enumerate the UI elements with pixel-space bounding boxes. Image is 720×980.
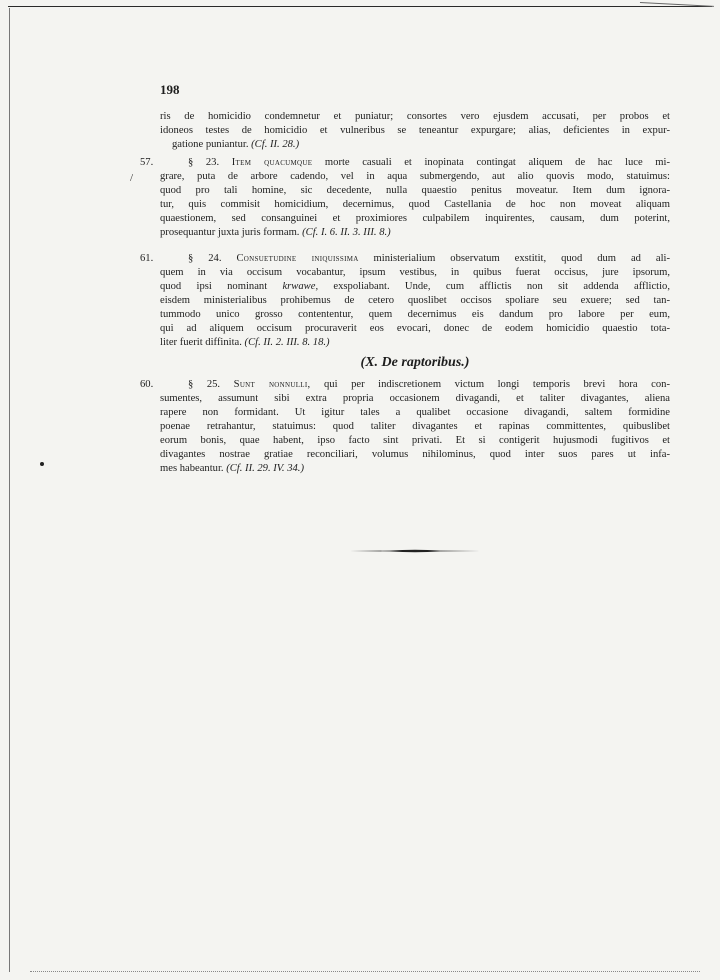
text-line: mes habeantur. (Cf. II. 29. IV. 34.) xyxy=(160,463,304,474)
margin-number: 61. xyxy=(140,253,154,264)
cross-reference: (Cf. II. 2. III. 8. 18.) xyxy=(244,337,330,348)
text-line: quaestionem, sed consanguinei et proximiores culpabilem inquirentes, causam, dum poterint, xyxy=(160,213,670,224)
text-line: eisdem ministerialibus prohibemus de cetero quoslibet occisos spoliare seu exuere; sed tan- xyxy=(160,295,670,306)
text-line: prosequantur juxta juris formam. (Cf. I. 6. II. 3. III. 8.) xyxy=(160,227,391,238)
text-line: quod pro tali homine, sic decedente, nulla quaestio penitus moveatur. Item dum ignora- xyxy=(160,185,670,196)
text-line: eorum bonis, quae habent, ipso facto sint privati. Et si contigerit hujusmodi fugitivos et xyxy=(160,435,670,446)
cross-reference: (Cf. I. 6. II. 3. III. 8.) xyxy=(302,227,391,238)
text-line: rapere non formidant. Ut igitur tales a qualibet occasione divagandi, saltem formidine xyxy=(160,407,670,418)
section-sign: § 24. xyxy=(188,253,222,264)
top-border-rule xyxy=(8,6,712,7)
section-sign: § 23. xyxy=(188,157,220,168)
left-border-rule xyxy=(9,8,10,972)
section-heading: (X. De raptoribus.) xyxy=(360,355,470,370)
text-line: § 25. Sunt nonnulli, qui per indiscretionem victum longi temporis brevi hora con- xyxy=(188,379,670,390)
margin-number: 57. xyxy=(140,157,154,168)
text-line: liter fuerit diffinita. (Cf. II. 2. III. 8. 18.) xyxy=(160,337,330,348)
text-line: qui ad aliquem occisum procuraverit eos evocari, donec de eodem homicidio quaestio tota- xyxy=(160,323,670,334)
text-line: § 24. Consuetudine iniquissima ministerialium observatum exstitit, quod dum ad ali- xyxy=(188,253,671,264)
text-line: grare, puta de arbore cadendo, vel in aqua submergendo, aut alio quovis modo, statuimus: xyxy=(160,171,670,182)
cross-reference: (Cf. II. 28.) xyxy=(251,139,300,150)
text-line: quem in via occisum vocabantur, ipsum vestibus, in quibus fuerat occisus, jure ipsorum, xyxy=(160,267,670,278)
text-line: idoneos testes de homicidio et vulneribus se teneantur expurgare; alias, deficientes in expur- xyxy=(160,125,670,136)
margin-number: 60. xyxy=(140,379,154,390)
text-line: quod ipsi nominant krwawe, exspoliabant. Unde, cum afflictis non sit addenda afflictio, xyxy=(160,281,671,292)
incipit: Consuetudine iniquissima xyxy=(236,253,359,264)
text-line: divagantes nostrae gratiae reconciliari, volumus nihilominus, quod inter suos pares ut infa- xyxy=(160,449,670,460)
text-line: gatione puniantur. (Cf. II. 28.) xyxy=(172,139,300,150)
section-sign: § 25. xyxy=(188,379,221,390)
text-line: ris de homicidio condemnetur et puniatur; consortes vero ejusdem accusati, per probos et xyxy=(160,111,670,122)
text-line: sumentes, assumunt sibi extra propria occasionem divagandi, et taliter divagantes, aliena xyxy=(160,393,670,404)
vernacular-term: krwawe, xyxy=(282,281,319,292)
text-line: tur, quis commisit homicidium, decernimus, quod Castellania de hoc non moveat aliquam xyxy=(160,199,670,210)
page-number: 198 xyxy=(160,82,180,97)
incipit: Sunt nonnulli, xyxy=(233,379,311,390)
incipit: Item quacumque xyxy=(231,157,313,168)
text-line: poenae retrahantur, statuimus: quod taliter divagantes et rapinas committentes, quibuslibet xyxy=(160,421,670,432)
text-line: § 23. Item quacumque morte casuali et inopinata contingat aliquem de hac luce mi- xyxy=(188,157,670,168)
text-line: tummodo unico grosso contententur, quem decernimus eis dandum pro labore per eum, xyxy=(160,309,670,320)
margin-tick-mark: / xyxy=(130,172,134,184)
tailpiece-ornament xyxy=(350,549,480,553)
ink-dot-mark xyxy=(40,462,44,466)
bottom-border-rule xyxy=(30,971,700,972)
cross-reference: (Cf. II. 29. IV. 34.) xyxy=(226,463,304,474)
